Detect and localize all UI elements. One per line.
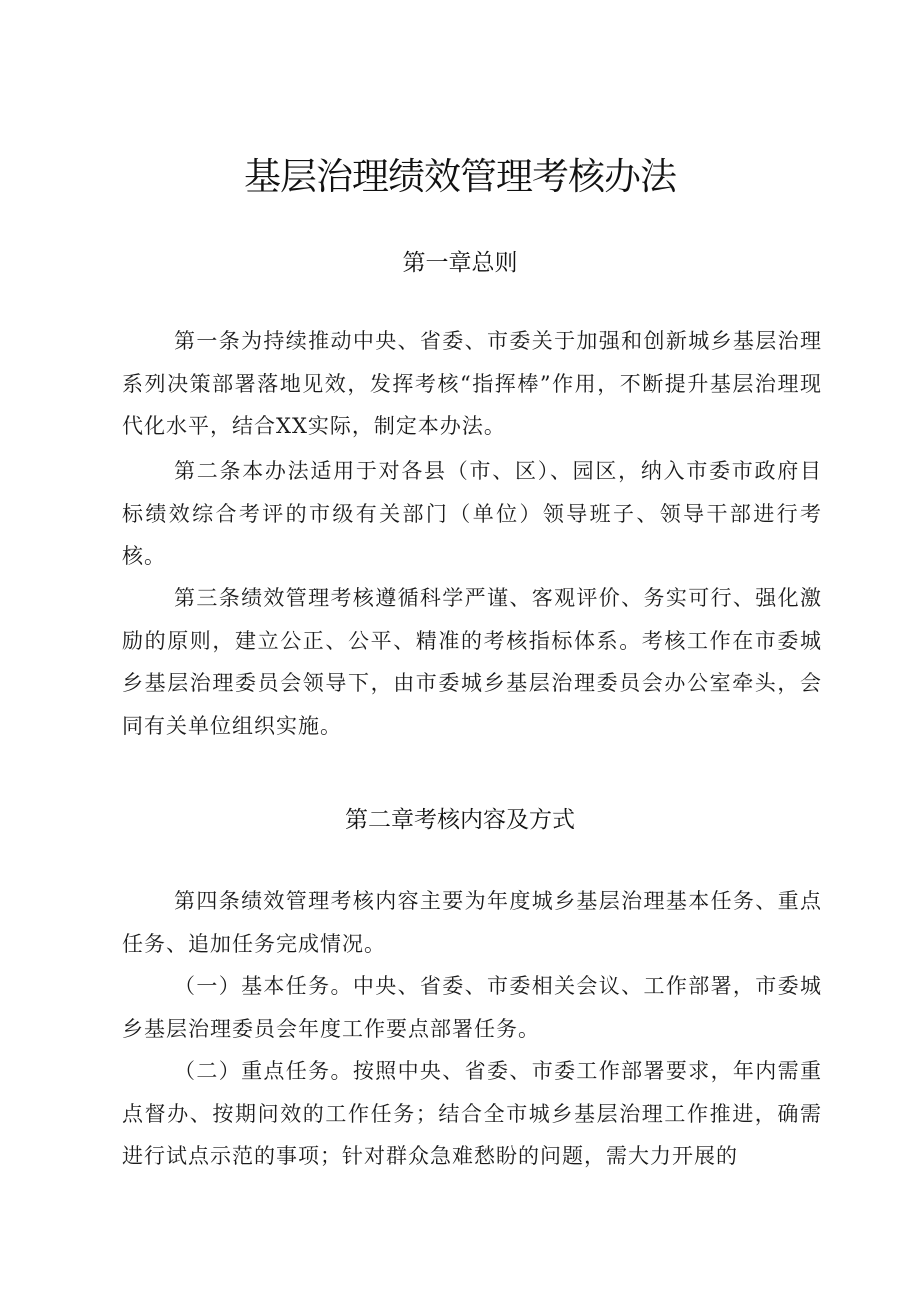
article-3-paragraph: 第三条绩效管理考核遵循科学严谨、客观评价、务实可行、强化激励的原则，建立公正、公平、精准的考核指标体系。考核工作在市委城乡基层治理委员会领导下，由市委城乡基层治理委员会办公室牵头，会同有关单位组织实施。 [122,586,822,738]
document-title: 基层治理绩效管理考核办法 [244,155,676,198]
article-4-paragraph: 第四条绩效管理考核内容主要为年度城乡基层治理基本任务、重点任务、追加任务完成情况。 [122,889,822,956]
key-tasks-paragraph: （二）重点任务。按照中央、省委、市委工作部署要求，年内需重点督办、按期问效的工作任务；结合全市城乡基层治理工作推进，确需进行试点示范的事项；针对群众急难愁盼的问题，需大力开展的 [122,1059,822,1168]
article-1-paragraph: 第一条为持续推动中央、省委、市委关于加强和创新城乡基层治理系列决策部署落地见效，发挥考核“指挥棒”作用，不断提升基层治理现代化水平，结合XX实际，制定本办法。 [122,329,822,438]
basic-tasks-paragraph: （一）基本任务。中央、省委、市委相关会议、工作部署，市委城乡基层治理委员会年度工作要点部署任务。 [122,974,822,1041]
chapter-heading-1: 第一章总则 [402,250,518,276]
article-2-paragraph: 第二条本办法适用于对各县（市、区）、园区，纳入市委市政府目标绩效综合考评的市级有关部门（单位）领导班子、领导干部进行考核。 [122,459,822,568]
chapter-heading-2: 第二章考核内容及方式 [345,807,575,833]
